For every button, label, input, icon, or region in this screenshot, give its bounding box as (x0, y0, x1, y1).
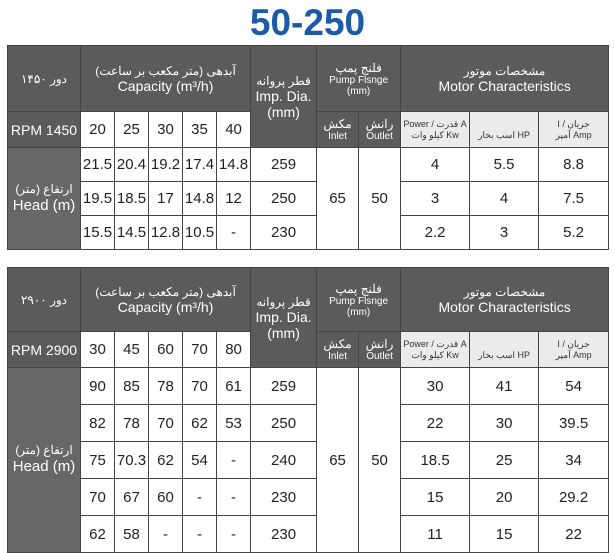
head-en: Head (m) (12, 196, 76, 214)
power-hp-header (470, 332, 539, 368)
capacity-value: 60 (149, 332, 183, 368)
head-value: 62 (81, 516, 115, 553)
motor-fa: مشخصات موتور (463, 284, 546, 299)
inlet-header (317, 112, 359, 148)
head-value: - (149, 516, 183, 553)
capacity-value: 45 (115, 332, 149, 368)
kw-value: 15 (401, 479, 470, 516)
head-value: 70 (81, 479, 115, 516)
head-value: 19.2 (149, 148, 183, 182)
head-value: 62 (183, 405, 217, 442)
kw-label: کیلو وات Kw (411, 349, 459, 360)
table-row (8, 182, 609, 216)
capacity-value: 30 (81, 332, 115, 368)
imp-dia-value: 240 (251, 442, 317, 479)
kw-value: 3 (401, 182, 470, 216)
current-header (539, 332, 609, 368)
imp-dia-value: 250 (251, 182, 317, 216)
flange-en: Pump Flsnge (mm) (329, 74, 389, 97)
inlet-header (317, 332, 359, 368)
inlet-value: 65 (317, 368, 359, 553)
motor-fa: مشخصات موتور (463, 63, 546, 78)
table-row (8, 405, 609, 442)
imp-dia-value: 250 (251, 405, 317, 442)
table-row (8, 516, 609, 553)
head-value: - (183, 516, 217, 553)
table-row (8, 148, 609, 182)
spec-table-1450 (7, 45, 609, 250)
head-value: 21.5 (81, 148, 115, 182)
head-value: 61 (217, 368, 251, 405)
hp-value: 3 (470, 216, 539, 250)
imp-dia-value: 259 (251, 148, 317, 182)
imp-dia-header (251, 46, 317, 148)
head-value: 10.5 (183, 216, 217, 250)
speed-label-en (8, 112, 81, 148)
kw-value: 30 (401, 368, 470, 405)
table-row (8, 479, 609, 516)
imp-en: Imp. Dia. (mm) (255, 308, 312, 341)
head-value: 85 (115, 368, 149, 405)
speed-label-fa (8, 268, 81, 332)
speed-label-fa (8, 46, 81, 112)
flange-header (317, 46, 401, 112)
capacity-value: 20 (81, 112, 115, 148)
head-value: 78 (149, 368, 183, 405)
amp-value: 39.5 (539, 405, 609, 442)
head-value: 54 (183, 442, 217, 479)
amp-label: آمپر Amp (555, 129, 592, 140)
head-value: - (217, 479, 251, 516)
head-value: 67 (115, 479, 149, 516)
amp-value: 29.2 (539, 479, 609, 516)
head-value: 58 (115, 516, 149, 553)
imp-dia-value: 230 (251, 216, 317, 250)
outlet-fa: رانش (365, 337, 394, 351)
motor-header (401, 46, 609, 112)
capacity-en: Capacity (m³/h) (117, 298, 214, 315)
outlet-fa: رانش (365, 117, 394, 131)
head-value: 70.3 (115, 442, 149, 479)
motor-en: Motor Characteristics (438, 298, 571, 315)
capacity-value: 40 (217, 112, 251, 148)
current-header (539, 112, 609, 148)
hp-value: 30 (470, 405, 539, 442)
spec-table-2900 (7, 267, 609, 553)
amp-value: 7.5 (539, 182, 609, 216)
head-en: Head (m) (12, 458, 76, 475)
inlet-fa: مکش (323, 117, 352, 131)
motor-en: Motor Characteristics (438, 77, 571, 94)
imp-fa: قطر پروانه (256, 73, 311, 88)
capacity-value: 35 (183, 112, 217, 148)
power-label: Power / قدرت A (403, 338, 467, 349)
head-value: 62 (149, 442, 183, 479)
capacity-fa: آبدهی (متر مکعب بر ساعت) (95, 63, 236, 78)
imp-dia-value: 259 (251, 368, 317, 405)
outlet-header (359, 112, 401, 148)
motor-header (401, 268, 609, 332)
imp-dia-value: 230 (251, 479, 317, 516)
capacity-value: 70 (183, 332, 217, 368)
outlet-en: Outlet (366, 131, 393, 142)
capacity-header (81, 268, 251, 332)
capacity-value: 25 (115, 112, 149, 148)
speed-fa: دور ۱۴۵۰ (20, 71, 68, 86)
head-value: 82 (81, 405, 115, 442)
head-value: - (217, 442, 251, 479)
head-value: 78 (115, 405, 149, 442)
imp-fa: قطر پروانه (256, 294, 311, 309)
head-value: 60 (149, 479, 183, 516)
head-value: 14.8 (183, 182, 217, 216)
head-value: 19.5 (81, 182, 115, 216)
page-title: 50-250 (249, 2, 366, 43)
head-value: 90 (81, 368, 115, 405)
head-value: 18.5 (115, 182, 149, 216)
kw-value: 2.2 (401, 216, 470, 250)
capacity-header (81, 46, 251, 112)
table-row (8, 368, 609, 405)
inlet-fa: مکش (323, 337, 352, 351)
amp-value: 34 (539, 442, 609, 479)
kw-value: 4 (401, 148, 470, 182)
inlet-en: Inlet (328, 351, 348, 362)
flange-en: Pump Flsnge (mm) (329, 295, 389, 318)
flange-fa: فلنج پمپ (335, 60, 382, 75)
amp-value: 5.2 (539, 216, 609, 250)
head-value: - (183, 479, 217, 516)
hp-gap (470, 119, 538, 130)
imp-dia-header (251, 268, 317, 368)
kw-value: 11 (401, 516, 470, 553)
hp-value: 15 (470, 516, 539, 553)
outlet-value: 50 (359, 148, 401, 250)
head-fa: ارتفاع (متر) (15, 443, 73, 457)
power-hp-header (470, 112, 539, 148)
hp-label: اسب بخار HP (478, 349, 530, 360)
head-value: 17.4 (183, 148, 217, 182)
table-row (8, 216, 609, 250)
head-value: 75 (81, 442, 115, 479)
inlet-en: Inlet (328, 131, 348, 142)
hp-value: 5.5 (470, 148, 539, 182)
flange-fa: فلنج پمپ (335, 281, 382, 296)
hp-value: 41 (470, 368, 539, 405)
speed-fa: دور ۲۹۰۰ (20, 292, 68, 307)
head-value: 53 (217, 405, 251, 442)
hp-value: 20 (470, 479, 539, 516)
head-value: 14.5 (115, 216, 149, 250)
capacity-value: 80 (217, 332, 251, 368)
outlet-en: Outlet (366, 351, 393, 362)
amp-value: 22 (539, 516, 609, 553)
hp-label: اسب بخار HP (478, 129, 530, 140)
head-value: - (217, 516, 251, 553)
flange-header (317, 268, 401, 332)
head-label (8, 148, 81, 250)
current-label: I / جریان (557, 338, 590, 349)
capacity-fa: آبدهی (متر مکعب بر ساعت) (95, 284, 236, 299)
current-label: I / جریان (557, 118, 590, 129)
amp-label: آمپر Amp (555, 349, 592, 360)
head-value: 70 (183, 368, 217, 405)
capacity-en: Capacity (m³/h) (117, 77, 214, 94)
head-label (8, 368, 81, 553)
hp-value: 25 (470, 442, 539, 479)
head-value: 15.5 (81, 216, 115, 250)
outlet-header (359, 332, 401, 368)
head-value: 70 (149, 405, 183, 442)
head-value: 12 (217, 182, 251, 216)
capacity-value: 30 (149, 112, 183, 148)
speed-label-en (8, 332, 81, 368)
amp-value: 8.8 (539, 148, 609, 182)
kw-label: کیلو وات Kw (411, 129, 459, 140)
speed-en: RPM 1450 (10, 121, 78, 138)
kw-value: 18.5 (401, 442, 470, 479)
amp-value: 54 (539, 368, 609, 405)
outlet-value: 50 (359, 368, 401, 553)
head-value: 20.4 (115, 148, 149, 182)
hp-value: 4 (470, 182, 539, 216)
power-kw-header (401, 112, 470, 148)
imp-dia-value: 230 (251, 516, 317, 553)
hp-gap (470, 339, 538, 350)
kw-value: 22 (401, 405, 470, 442)
head-value: - (217, 216, 251, 250)
head-value: 14.8 (217, 148, 251, 182)
speed-en: RPM 2900 (10, 341, 78, 358)
table-row (8, 442, 609, 479)
head-value: 17 (149, 182, 183, 216)
head-value: 12.8 (149, 216, 183, 250)
power-kw-header (401, 332, 470, 368)
imp-en: Imp. Dia. (mm) (255, 87, 312, 120)
inlet-value: 65 (317, 148, 359, 250)
power-label: Power / قدرت A (403, 118, 467, 129)
head-fa: ارتفاع (متر) (15, 181, 73, 196)
